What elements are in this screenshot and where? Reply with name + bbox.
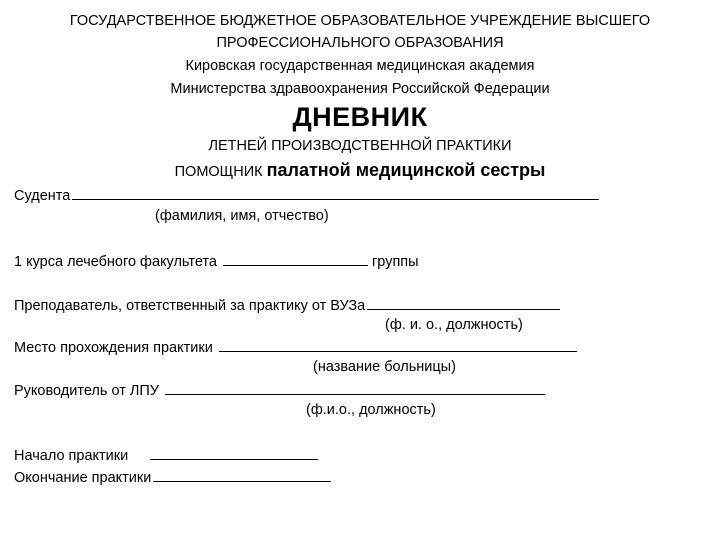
header-line-1: ГОСУДАРСТВЕННОЕ БЮДЖЕТНОЕ ОБРАЗОВАТЕЛЬНОЕ УЧРЕЖДЕНИЕ ВЫСШЕГО <box>69 13 651 29</box>
subtitle-practice: ЛЕТНЕЙ ПРОИЗВОДСТВЕННОЙ ПРАКТИКИ <box>208 138 512 154</box>
head-field[interactable] <box>165 381 545 395</box>
subtitle-role-main: палатной медицинской сестры <box>266 160 546 180</box>
end-row <box>14 468 331 486</box>
end-label: Окончание практики <box>14 470 152 486</box>
student-hint: (фамилия, имя, отчество) <box>155 208 329 224</box>
group-field[interactable] <box>223 252 368 266</box>
head-row <box>14 381 545 399</box>
place-field[interactable] <box>219 338 577 352</box>
head-hint: (ф.и.о., должность) <box>306 402 436 418</box>
teacher-label: Преподаватель, ответственный за практику от ВУЗа <box>14 298 366 314</box>
teacher-row <box>14 296 560 314</box>
place-row <box>14 338 577 356</box>
header-line-4: Министерства здравоохранения Российской Федерации <box>170 81 550 97</box>
group-label: группы <box>372 254 419 270</box>
header-line-2: ПРОФЕССИОНАЛЬНОГО ОБРАЗОВАНИЯ <box>216 35 504 51</box>
header-line-3: Кировская государственная медицинская академия <box>185 58 535 74</box>
place-hint: (название больницы) <box>313 359 456 375</box>
start-row <box>14 446 318 464</box>
student-row <box>14 186 599 204</box>
student-label: Судента <box>14 188 71 204</box>
subtitle-role <box>0 160 720 181</box>
start-label: Начало практики <box>14 448 129 464</box>
teacher-field[interactable] <box>367 296 560 310</box>
head-label: Руководитель от ЛПУ <box>14 383 160 399</box>
end-field[interactable] <box>153 468 331 482</box>
start-field[interactable] <box>150 446 318 460</box>
subtitle-role-prefix: ПОМОЩНИК <box>174 164 263 180</box>
course-row <box>14 252 419 270</box>
document-title: ДНЕВНИК <box>292 102 428 132</box>
teacher-hint: (ф. и. о., должность) <box>385 317 523 333</box>
student-field[interactable] <box>72 186 599 200</box>
place-label: Место прохождения практики <box>14 340 213 356</box>
course-label: 1 курса лечебного факультета <box>14 254 217 270</box>
